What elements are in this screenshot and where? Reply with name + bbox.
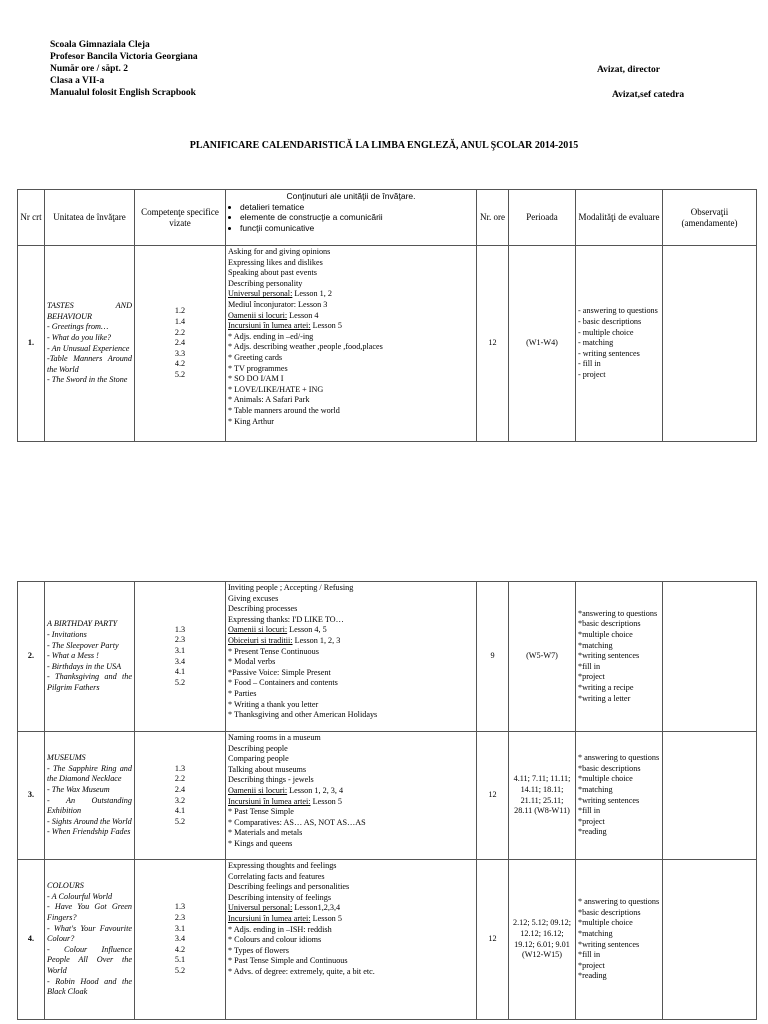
header-content-item: • detalieri tematice	[240, 202, 474, 213]
content-text: Lesson 1, 2, 3	[292, 635, 341, 645]
hours-cell: 12	[477, 732, 509, 860]
evaluation-item: *writing sentences	[578, 651, 640, 661]
content-text: * LOVE/LIKE/HATE + ING	[228, 384, 324, 394]
competence-code: 2.4	[174, 784, 186, 794]
content-text: * Writing a thank you letter	[228, 699, 319, 709]
competence-code: 5.1	[174, 955, 186, 965]
competence-code: 4.2	[174, 359, 186, 369]
content-text: * Table manners around the world	[228, 405, 340, 415]
hours-cell: 12	[477, 860, 509, 1020]
unit-line: - Colour Influence People All Over the World	[47, 944, 132, 975]
content-text: * Materials and metals	[228, 828, 303, 838]
content-text: Lesson 5	[310, 913, 342, 923]
competence-code: 1.3	[174, 902, 186, 912]
content-line	[228, 289, 474, 300]
content-line	[228, 374, 474, 385]
hours-cell: 9	[477, 582, 509, 732]
header-hours: Nr. ore	[477, 190, 509, 246]
content-text: Giving excuses	[228, 593, 279, 603]
content-line	[228, 353, 474, 364]
period-cell: (W5-W7)	[509, 582, 576, 732]
competences-cell	[135, 732, 226, 860]
director-approval: Avizat, director	[597, 65, 660, 75]
content-text: Talking about museums	[228, 764, 307, 774]
evaluation-cell	[576, 246, 663, 442]
competence-code: 3.4	[174, 656, 186, 666]
content-text: Describing things - jewels	[228, 775, 314, 785]
content-text: Expressing thoughts and feelings	[228, 861, 337, 870]
content-line	[228, 321, 474, 332]
content-line	[228, 583, 474, 594]
competence-code: 5.2	[174, 816, 186, 826]
row-number: 1.	[18, 246, 45, 442]
header-nr: Nr crt	[18, 190, 45, 246]
content-line	[228, 946, 474, 957]
competence-code: 1.3	[174, 763, 186, 773]
competence-code: 4.2	[174, 944, 186, 954]
competence-code: 5.2	[174, 965, 186, 975]
unit-cell	[45, 246, 135, 442]
unit-line: - The Wax Museum	[47, 784, 110, 794]
content-line	[228, 828, 474, 839]
competence-code: 4.1	[174, 806, 186, 816]
competence-code: 2.2	[174, 774, 186, 784]
content-line	[228, 657, 474, 668]
evaluation-item: *writing a recipe	[578, 682, 634, 692]
content-text: * Past Tense Simple and Continuous	[228, 956, 348, 966]
content-text: * TV programmes	[228, 363, 288, 373]
unit-line: - Sights Around the World	[47, 816, 132, 826]
competence-code: 3.4	[174, 934, 186, 944]
observations-cell	[663, 860, 757, 1020]
observations-cell	[663, 582, 757, 732]
content-cell	[226, 732, 477, 860]
competence-code: 2.3	[174, 913, 186, 923]
table-header-row	[18, 190, 757, 246]
evaluation-item: *reading	[578, 971, 607, 981]
head-approval: Avizat,sef catedra	[612, 90, 685, 100]
unit-line: - A Colourful World	[47, 891, 113, 901]
content-text: Describing feelings and personalities	[228, 882, 350, 892]
evaluation-item: *project	[578, 960, 605, 970]
document-header	[50, 39, 198, 99]
content-text: Comparing people	[228, 754, 289, 764]
unit-line: -Table Manners Around the World	[47, 354, 132, 374]
content-line	[228, 765, 474, 776]
evaluation-item: * answering to questions	[578, 897, 660, 907]
content-line	[228, 647, 474, 658]
unit-line: A BIRTHDAY PARTY	[47, 619, 118, 629]
period-cell: 2.12; 5.12; 09.12; 12.12; 16.12; 19.12; 6.01; 9.01 (W12-W15)	[509, 860, 576, 1020]
content-text: * Food – Containers and contents	[228, 678, 338, 688]
content-label: Oamenii si locuri:	[228, 310, 288, 320]
content-line	[228, 332, 474, 343]
content-text: * Adjs. ending in –ISH: reddish	[228, 924, 332, 934]
content-line	[228, 744, 474, 755]
unit-line: - What a Mess !	[47, 651, 99, 661]
school-name: Scoala Gimnaziala Cleja	[50, 40, 150, 50]
content-line	[228, 893, 474, 904]
content-label: Incursiuni în lumea artei:	[228, 321, 311, 331]
content-text: Correlating facts and features	[228, 871, 325, 881]
content-text: Expressing thanks: I'D LIKE TO…	[228, 614, 344, 624]
content-text: Describing processes	[228, 604, 298, 614]
header-evaluation: Modalităţi de evaluare	[576, 190, 663, 246]
content-line	[228, 689, 474, 700]
unit-line: - The Sapphire Ring and the Diamond Necklace	[47, 763, 132, 784]
header-content-title: Conţinuturi ale unităţii de învăţare.	[286, 191, 416, 201]
unit-line: - An Unusual Experience	[47, 343, 130, 353]
header-competences: Competenţe specifice vizate	[135, 190, 226, 246]
content-text: * SO DO I/AM I	[228, 374, 284, 384]
content-line	[228, 839, 474, 850]
competence-code: 5.2	[174, 369, 186, 379]
evaluation-item: *basic descriptions	[578, 907, 641, 917]
content-text: * Modal verbs	[228, 657, 276, 667]
unit-line: - An Outstanding Exhibition	[47, 795, 132, 816]
header-content-item: • funcţii comunicative	[240, 223, 474, 234]
observations-cell	[663, 732, 757, 860]
planning-table	[17, 189, 757, 442]
content-line	[228, 406, 474, 417]
competence-code: 3.1	[174, 923, 186, 933]
row-number: 3.	[18, 732, 45, 860]
content-line	[228, 342, 474, 353]
content-text: * Adjs. describing weather ,people ,food,places	[228, 342, 383, 352]
manual-name: Manualul folosit English Scrapbook	[50, 88, 196, 98]
unit-line: - Robin Hood and the Black Cloak	[47, 976, 132, 997]
content-line	[228, 364, 474, 375]
content-text: Lesson 5	[310, 321, 342, 331]
evaluation-cell	[576, 732, 663, 860]
content-line	[228, 594, 474, 605]
evaluation-item: *writing sentences	[578, 795, 640, 805]
competence-code: 2.4	[174, 338, 186, 348]
unit-line: - What's Your Favourite Colour?	[47, 923, 132, 944]
unit-line: - Birthdays in the USA	[47, 661, 122, 671]
content-text: * Present Tense Continuous	[228, 646, 319, 656]
hours-per-week: Număr ore / săpt. 2	[50, 64, 129, 74]
content-line	[228, 818, 474, 829]
content-cell	[226, 582, 477, 732]
competence-code: 1.3	[174, 624, 186, 634]
content-line	[228, 797, 474, 808]
planning-table-continued	[17, 581, 757, 1020]
content-text: * Parties	[228, 688, 257, 698]
content-line	[228, 615, 474, 626]
competences-cell	[135, 582, 226, 732]
content-text: Speaking about past events	[228, 268, 317, 278]
header-observations: Observaţii (amendamente)	[663, 190, 757, 246]
content-line	[228, 754, 474, 765]
competences-cell	[135, 860, 226, 1020]
competence-code: 3.2	[174, 795, 186, 805]
content-text: * Advs. of degree: extremely, quite, a bit etc.	[228, 966, 375, 976]
content-line	[228, 268, 474, 279]
content-line	[228, 733, 474, 744]
competences-cell	[135, 246, 226, 442]
header-period: Perioada	[509, 190, 576, 246]
unit-cell	[45, 582, 135, 732]
row-number: 2.	[18, 582, 45, 732]
table-row	[18, 860, 757, 1020]
unit-line: - The Sword in the Stone	[47, 375, 128, 385]
evaluation-item: *multiple choice	[578, 774, 633, 784]
content-line	[228, 861, 474, 872]
content-text: Lesson 4	[287, 310, 319, 320]
evaluation-cell	[576, 860, 663, 1020]
evaluation-item: *basic descriptions	[578, 763, 641, 773]
table-row	[18, 732, 757, 860]
content-line	[228, 385, 474, 396]
competence-code: 1.4	[174, 317, 186, 327]
content-text: * Types of flowers	[228, 945, 289, 955]
unit-line: TASTES AND BEHAVIOUR	[47, 301, 132, 321]
content-line	[228, 700, 474, 711]
content-text: * Greeting cards	[228, 352, 283, 362]
evaluation-item: *matching	[578, 640, 613, 650]
evaluation-item: *project	[578, 816, 605, 826]
content-line	[228, 710, 474, 721]
content-line	[228, 625, 474, 636]
evaluation-item: *multiple choice	[578, 630, 633, 640]
header-unit: Unitatea de învăţare	[45, 190, 135, 246]
evaluation-item: *writing sentences	[578, 939, 640, 949]
page-title: PLANIFICARE CALENDARISTICĂ LA LIMBA ENGLEZĂ, ANUL ŞCOLAR 2014-2015	[189, 140, 579, 151]
content-line	[228, 668, 474, 679]
content-line	[228, 279, 474, 290]
table-row	[18, 582, 757, 732]
unit-cell	[45, 732, 135, 860]
observations-cell	[663, 246, 757, 442]
content-text: Lesson 1, 2, 3, 4	[287, 785, 344, 795]
content-line	[228, 258, 474, 269]
content-text: Lesson 4, 5	[287, 625, 327, 635]
content-cell	[226, 246, 477, 442]
evaluation-item: *fill in	[578, 950, 601, 960]
content-label: Obiceiuri si traditii:	[228, 635, 293, 645]
hours-cell: 12	[477, 246, 509, 442]
content-label: Universul personal:	[228, 289, 293, 299]
unit-line: COLOURS	[47, 881, 84, 891]
unit-line: - The Sleepover Party	[47, 640, 119, 650]
content-text: * King Arthur	[228, 416, 274, 426]
evaluation-item: *fill in	[578, 661, 601, 671]
content-line	[228, 903, 474, 914]
content-text: * Comparatives: AS… AS, NOT AS…AS	[228, 817, 366, 827]
row-number: 4.	[18, 860, 45, 1020]
content-text: * Past Tense Simple	[228, 807, 294, 817]
content-line	[228, 247, 474, 258]
unit-cell	[45, 860, 135, 1020]
unit-line: - Have You Got Green Fingers?	[47, 902, 132, 923]
competence-code: 2.3	[174, 635, 186, 645]
content-text: Lesson 1, 2	[292, 289, 332, 299]
evaluation-item: *multiple choice	[578, 918, 633, 928]
content-line	[228, 604, 474, 615]
evaluation-item: *matching	[578, 784, 613, 794]
content-text: Expressing likes and dislikes	[228, 257, 323, 267]
content-text: Inviting people ; Accepting / Refusing	[228, 583, 354, 592]
content-text: Asking for and giving opinions	[228, 247, 331, 256]
competence-code: 4.1	[174, 667, 186, 677]
content-text: Lesson1,2,3,4	[292, 903, 341, 913]
header-content-item: • elemente de construcţie a comunicării	[240, 212, 474, 223]
content-line	[228, 311, 474, 322]
content-line	[228, 395, 474, 406]
evaluation-cell	[576, 582, 663, 732]
content-label: Oamenii si locuri:	[228, 785, 288, 795]
content-text: Describing intensity of feelings	[228, 892, 332, 902]
content-text: * Kings and queens	[228, 838, 293, 848]
content-text: *Passive Voice: Simple Present	[228, 667, 331, 677]
content-text: Describing personality	[228, 278, 303, 288]
evaluation-item: - writing sentences	[578, 348, 640, 358]
teacher-name: Profesor Bancila Victoria Georgiana	[50, 52, 198, 62]
evaluation-item: - basic descriptions	[578, 317, 642, 327]
content-line	[228, 678, 474, 689]
evaluation-item: *writing a letter	[578, 693, 631, 703]
class-name: Clasa a VII-a	[50, 76, 105, 86]
content-label: Incursiuni în lumea artei:	[228, 913, 311, 923]
competence-code: 2.2	[174, 327, 186, 337]
content-line	[228, 872, 474, 883]
evaluation-item: * answering to questions	[578, 753, 660, 763]
evaluation-item: *basic descriptions	[578, 619, 641, 629]
evaluation-item: *fill in	[578, 806, 601, 816]
content-line	[228, 967, 474, 978]
evaluation-item: *matching	[578, 928, 613, 938]
content-cell	[226, 860, 477, 1020]
content-text: * Thanksgiving and other American Holidays	[228, 710, 378, 720]
content-text: * Animals: A Safari Park	[228, 395, 310, 405]
competence-code: 5.2	[174, 677, 186, 687]
evaluation-item: - project	[578, 369, 606, 379]
competence-code: 1.2	[174, 306, 186, 316]
evaluation-item: *project	[578, 672, 605, 682]
evaluation-item: - answering to questions	[578, 306, 658, 316]
content-line	[228, 882, 474, 893]
content-line	[228, 925, 474, 936]
content-text: * Colours and colour idioms	[228, 935, 322, 945]
unit-line: - What do you like?	[47, 332, 112, 342]
content-label: Universul personal:	[228, 903, 293, 913]
unit-line: - When Friendship Fades	[47, 827, 131, 837]
competence-code: 3.1	[174, 645, 186, 655]
content-line	[228, 956, 474, 967]
content-label: Oamenii si locuri:	[228, 625, 288, 635]
content-line	[228, 775, 474, 786]
evaluation-item: - multiple choice	[578, 327, 634, 337]
table-row	[18, 246, 757, 442]
unit-line: - Greetings from…	[47, 322, 109, 332]
evaluation-item: *reading	[578, 827, 607, 837]
content-line	[228, 786, 474, 797]
header-content	[226, 190, 477, 246]
content-text: Mediul înconjurator: Lesson 3	[228, 299, 328, 309]
evaluation-item: - matching	[578, 338, 614, 348]
content-label: Incursiuni în lumea artei:	[228, 796, 311, 806]
content-line	[228, 417, 474, 428]
period-cell: 4.11; 7.11; 11.11; 14.11; 18.11; 21.11; 25.11; 28.11 (W8-W11)	[509, 732, 576, 860]
content-line	[228, 914, 474, 925]
period-cell: (W1-W4)	[509, 246, 576, 442]
content-line	[228, 300, 474, 311]
evaluation-item: *answering to questions	[578, 608, 658, 618]
content-text: Lesson 5	[310, 796, 342, 806]
evaluation-item: - fill in	[578, 359, 601, 369]
content-text: * Adjs. ending in –ed/-ing	[228, 331, 314, 341]
unit-line: - Invitations	[47, 630, 87, 640]
unit-line: MUSEUMS	[47, 753, 86, 763]
content-text: Describing people	[228, 743, 288, 753]
content-text: Naming rooms in a museum	[228, 733, 321, 742]
content-line	[228, 807, 474, 818]
unit-line: - Thanksgiving and the Pilgrim Fathers	[47, 672, 132, 692]
competence-code: 3.3	[174, 348, 186, 358]
content-line	[228, 636, 474, 647]
content-line	[228, 935, 474, 946]
